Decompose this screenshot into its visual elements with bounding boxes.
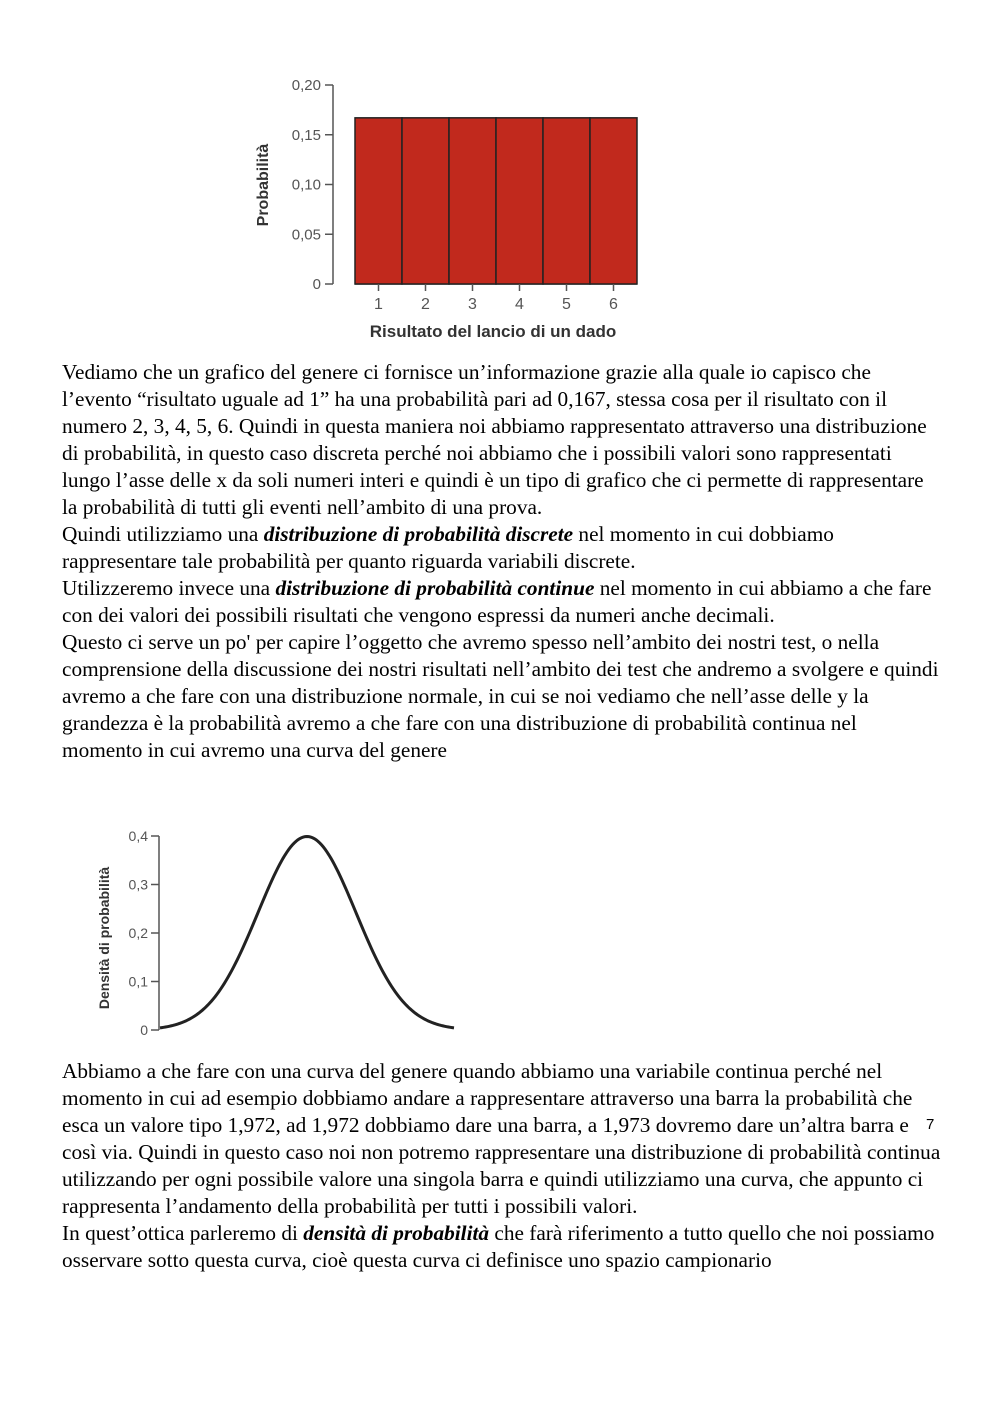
- paragraph-6-text-b: che farà riferimento a tutto quello che noi possiamo osservare sotto questa curva, cioè questa curva ci definisce uno spazio campionario: [62, 1221, 935, 1272]
- bar-chart-xlabel: Risultato del lancio di un dado: [369, 322, 617, 341]
- normal-curve-chart: [92, 822, 462, 1052]
- bar-3: [449, 118, 496, 284]
- paragraph-4: Questo ci serve un po' per capire l’oggetto che avremo spesso nell’ambito dei nostri test, o nella comprensione della discussione dei nostri risultati nell’ambito dei test che andremo a svolgere e quindi avremo a che fare con una distribuzione normale, in cui se noi vediamo che nell’asse delle y la grandezza è la probabilità avremo a che fare con una distribuzione di probabilità continua nel momento in cui avremo una curva del genere: [62, 630, 939, 762]
- bar-chart-xtick-label: 3: [468, 296, 477, 313]
- bar-chart-ylabel: Probabilità: [255, 143, 272, 227]
- paragraph-6-emphasis: densità di probabilità: [303, 1221, 490, 1245]
- bar-chart-ytick-label: 0,10: [291, 176, 321, 194]
- curve-chart-ylabel: Densità di probabilità: [96, 866, 112, 1010]
- bar-chart-xtick-label: 4: [515, 296, 524, 313]
- bar-2: [402, 118, 449, 284]
- paragraph-1: [62, 359, 942, 764]
- page-number: 7: [926, 1116, 935, 1133]
- bar-6: [590, 118, 637, 284]
- density-curve: [160, 837, 454, 1028]
- bar-1: [355, 118, 402, 284]
- bar-chart-xtick-label: 2: [421, 296, 430, 313]
- bar-chart-xtick-label: 1: [374, 296, 383, 313]
- bar-4: [496, 118, 543, 284]
- paragraph-2: [62, 521, 942, 575]
- dice-bar-chart: [245, 70, 665, 350]
- paragraph-3-text-a: Utilizzeremo invece una: [62, 576, 276, 600]
- bar-chart-ytick-label: 0: [312, 276, 321, 293]
- curve-chart-ytick-label: 0,3: [128, 876, 148, 893]
- paragraph-2-emphasis: distribuzione di probabilità discrete: [263, 522, 574, 546]
- bar-5: [543, 118, 590, 284]
- bar-chart-ytick-label: 0,20: [291, 77, 321, 94]
- paragraph-3-text-b: nel momento in cui abbiamo a che fare con dei valori dei possibili risultati che vengono espressi da numeri anche decimali.: [62, 576, 932, 627]
- curve-chart-ytick-label: 0,1: [128, 973, 148, 990]
- curve-chart-ytick-label: 0,4: [128, 828, 148, 844]
- paragraph-2-text-b: nel momento in cui dobbiamo rappresentare tale probabilità per quanto riguarda variabili discrete.: [62, 522, 834, 573]
- paragraph-6-text-a: In quest’ottica parleremo di: [62, 1221, 304, 1245]
- bar-chart-xtick-label: 5: [562, 296, 571, 313]
- paragraph-6: [62, 1220, 942, 1274]
- paragraph-3: [62, 575, 942, 629]
- curve-chart-ytick-label: 0: [140, 1022, 148, 1038]
- bar-chart-ytick-label: 0,15: [291, 126, 321, 144]
- paragraph-5-text: Abbiamo a che fare con una curva del genere quando abbiamo una variabile continua perché nel momento in cui ad esempio dobbiamo andare a rappresentare attraverso una barra la probabilità che esca un valore tipo 1,972, ad 1,972 dobbiamo dare una barra, a 1,973 dovremo dare un’altra barra e così via. Quindi in questo caso noi non potremo rappresentare una distribuzione di probabilità continua utilizzando per ogni possibile valore una singola barra e quindi utilizziamo una curva, che appunto ci rappresenta l’andamento della probabilità per tutti i possibili valori.: [62, 1059, 941, 1218]
- paragraph-5: [62, 1058, 942, 1274]
- bar-chart-xtick-label: 6: [609, 296, 618, 313]
- paragraph-2-text-a: Quindi utilizziamo una: [62, 522, 264, 546]
- curve-chart-ytick-label: 0,2: [128, 925, 148, 941]
- paragraph-1-text: Vediamo che un grafico del genere ci fornisce un’informazione grazie alla quale io capisco che l’evento “risultato uguale ad 1” ha una probabilità pari ad 0,167, stessa cosa per il risultato con il numero 2, 3, 4, 5, 6. Quindi in questa maniera noi abbiamo rappresentato attraverso una distribuzione di probabilità, in questo caso discreta perché noi abbiamo che i possibili valori sono rappresentati lungo l’asse delle x da soli numeri interi e quindi è un tipo di grafico che ci permette di rappresentare la probabilità di tutti gli eventi nell’ambito di una prova.: [62, 360, 927, 519]
- paragraph-3-emphasis: distribuzione di probabilità continue: [275, 576, 595, 600]
- bar-chart-ytick-label: 0,05: [291, 226, 321, 244]
